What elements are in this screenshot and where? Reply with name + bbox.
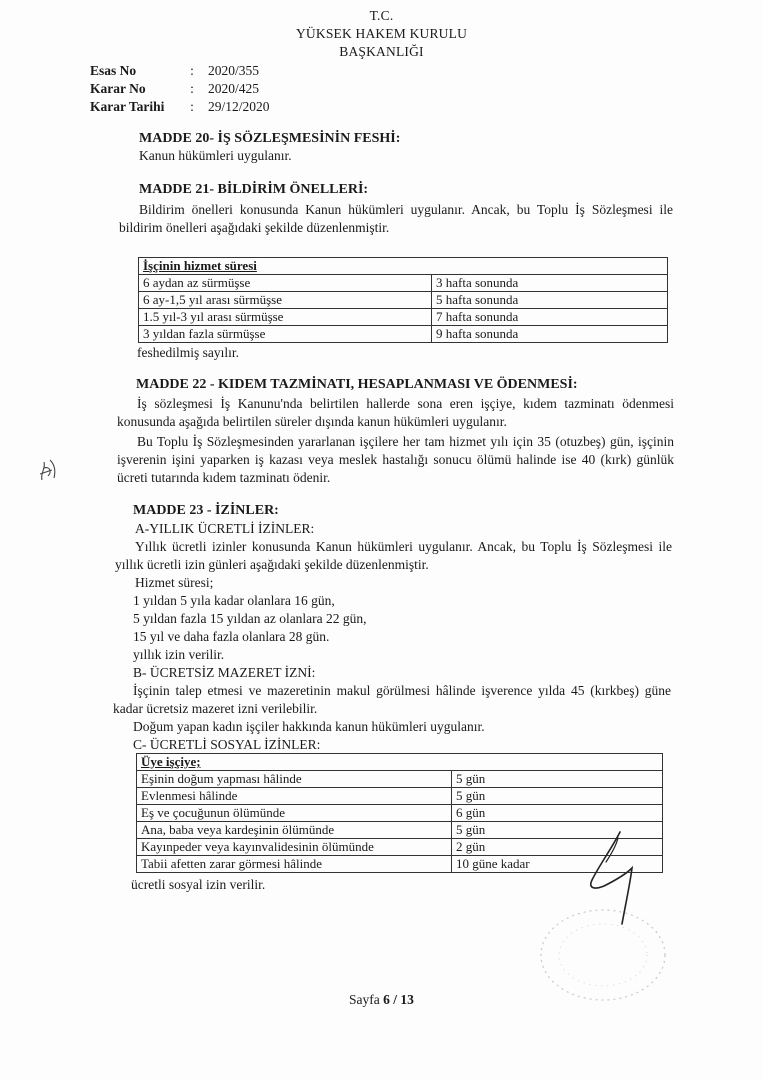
page-number: 6 / 13 [383, 992, 414, 1007]
leave-line-3: 15 yıl ve daha fazla olanlara 28 gün. [133, 629, 330, 644]
table-row [139, 275, 668, 292]
article-20-title: MADDE 20- İŞ SÖZLEŞMESİNİN FESHİ: [139, 131, 401, 146]
notice-cell: 9 hafta sonunda [432, 326, 668, 343]
event-cell: Eş ve çocuğunun ölümünde [137, 805, 452, 822]
days-cell: 6 gün [452, 805, 663, 822]
section-c-after: ücretli sosyal izin verilir. [131, 877, 266, 892]
table-header-row [139, 258, 668, 275]
days-cell: 2 gün [452, 839, 663, 856]
case-meta [90, 62, 270, 116]
meta-colon: : [190, 63, 194, 78]
meta-row-karar [90, 80, 270, 98]
header-tc: T.C. [369, 8, 394, 23]
meta-label: Karar No [90, 81, 146, 96]
service-period-cell: 6 aydan az sürmüşse [139, 275, 432, 292]
service-period-label: Hizmet süresi; [135, 575, 214, 590]
article-22-paragraph-2: Bu Toplu İş Sözleşmesinden yararlanan işçilere her tam hizmet yılı için 35 (otuzbeş) gün, işçinin işverenin işini yaparken iş kazası veya meslek hastalığı sonucu ölümü halinde ise 40 (kırk) günlük ücreti tutarında kıdem tazminatı ödenir. [117, 434, 674, 485]
page-footer [0, 992, 763, 1008]
section-a-text: Yıllık ücretli izinler konusunda Kanun hükümleri uygulanır. Ancak, bu Toplu İş Sözleşmesi ile yıllık ücretli izin günleri aşağıdaki şekilde düzenlenmiştir. [115, 539, 672, 572]
meta-value: 2020/355 [208, 63, 260, 78]
notice-cell: 5 hafta sonunda [432, 292, 668, 309]
event-cell: Eşinin doğum yapması hâlinde [137, 771, 452, 788]
table-header: Üye işçiye; [137, 754, 663, 771]
table-row [139, 326, 668, 343]
table-row [137, 788, 663, 805]
article-23-title: MADDE 23 - İZİNLER: [133, 503, 279, 518]
page-label: Sayfa [349, 992, 384, 1007]
section-b-text-2: Doğum yapan kadın işçiler hakkında kanun hükümleri uygulanır. [133, 719, 485, 734]
event-cell: Ana, baba veya kardeşinin ölümünde [137, 822, 452, 839]
days-cell: 10 güne kadar [452, 856, 663, 873]
article-20-text: Kanun hükümleri uygulanır. [139, 148, 292, 163]
article-21-text: Bildirim önelleri konusunda Kanun hükümleri uygulanır. Ancak, bu Toplu İş Sözleşmesi ile bildirim önelleri aşağıdaki şekilde düzenlenmiştir. [119, 202, 673, 235]
header-institution: YÜKSEK HAKEM KURULU [295, 26, 468, 41]
event-cell: Tabii afetten zarar görmesi hâlinde [137, 856, 452, 873]
notice-cell: 3 hafta sonunda [432, 275, 668, 292]
leave-line-2: 5 yıldan fazla 15 yıldan az olanlara 22 gün, [133, 611, 367, 626]
notice-period-table [138, 257, 668, 343]
service-period-cell: 1.5 yıl-3 yıl arası sürmüşse [139, 309, 432, 326]
meta-value: 2020/425 [208, 81, 260, 96]
event-cell: Evlenmesi hâlinde [137, 788, 452, 805]
leave-line-4: yıllık izin verilir. [133, 647, 225, 662]
margin-initial-mark [36, 452, 62, 486]
meta-value: 29/12/2020 [208, 99, 270, 114]
article-22-paragraph-1: İş sözleşmesi İş Kanunu'nda belirtilen hallerde sona eren işçiye, kıdem tazminatı ödenmesi konusunda aşağıda belirtilen süreler dışında kanun hükümleri uygulanır. [117, 396, 674, 429]
section-c-title: C- ÜCRETLİ SOSYAL İZİNLER: [133, 737, 321, 752]
meta-label: Karar Tarihi [90, 99, 165, 114]
article-22-title: MADDE 22 - KIDEM TAZMİNATI, HESAPLANMASI VE ÖDENMESİ: [136, 377, 578, 392]
meta-colon: : [190, 99, 194, 114]
section-b-title: B- ÜCRETSİZ MAZERET İZNİ: [133, 665, 316, 680]
leave-line-1: 1 yıldan 5 yıla kadar olanlara 16 gün, [133, 593, 335, 608]
section-a-title: A-YILLIK ÜCRETLİ İZİNLER: [135, 521, 315, 536]
section-b-text: İşçinin talep etmesi ve mazeretinin makul görülmesi hâlinde işverence yılda 45 (kırkbeş) güne kadar ücretsiz mazeret izni verilebilir. [113, 683, 671, 716]
service-period-cell: 3 yıldan fazla sürmüşse [139, 326, 432, 343]
table-row [137, 805, 663, 822]
service-period-cell: 6 ay-1,5 yıl arası sürmüşse [139, 292, 432, 309]
meta-row-tarih [90, 98, 270, 116]
article-21-title: MADDE 21- BİLDİRİM ÖNELLERİ: [139, 182, 369, 197]
table-header-row [137, 754, 663, 771]
days-cell: 5 gün [452, 822, 663, 839]
table-row [139, 292, 668, 309]
days-cell: 5 gün [452, 788, 663, 805]
meta-label: Esas No [90, 63, 137, 78]
header-department: BAŞKANLIĞI [339, 44, 424, 59]
table-header: İşçinin hizmet süresi [139, 258, 668, 275]
table-row [137, 771, 663, 788]
meta-colon: : [190, 81, 194, 96]
meta-row-esas [90, 62, 270, 80]
table-row [139, 309, 668, 326]
notice-cell: 7 hafta sonunda [432, 309, 668, 326]
article-21-after: feshedilmiş sayılır. [137, 345, 239, 360]
event-cell: Kayınpeder veya kayınvalidesinin ölümünde [137, 839, 452, 856]
days-cell: 5 gün [452, 771, 663, 788]
